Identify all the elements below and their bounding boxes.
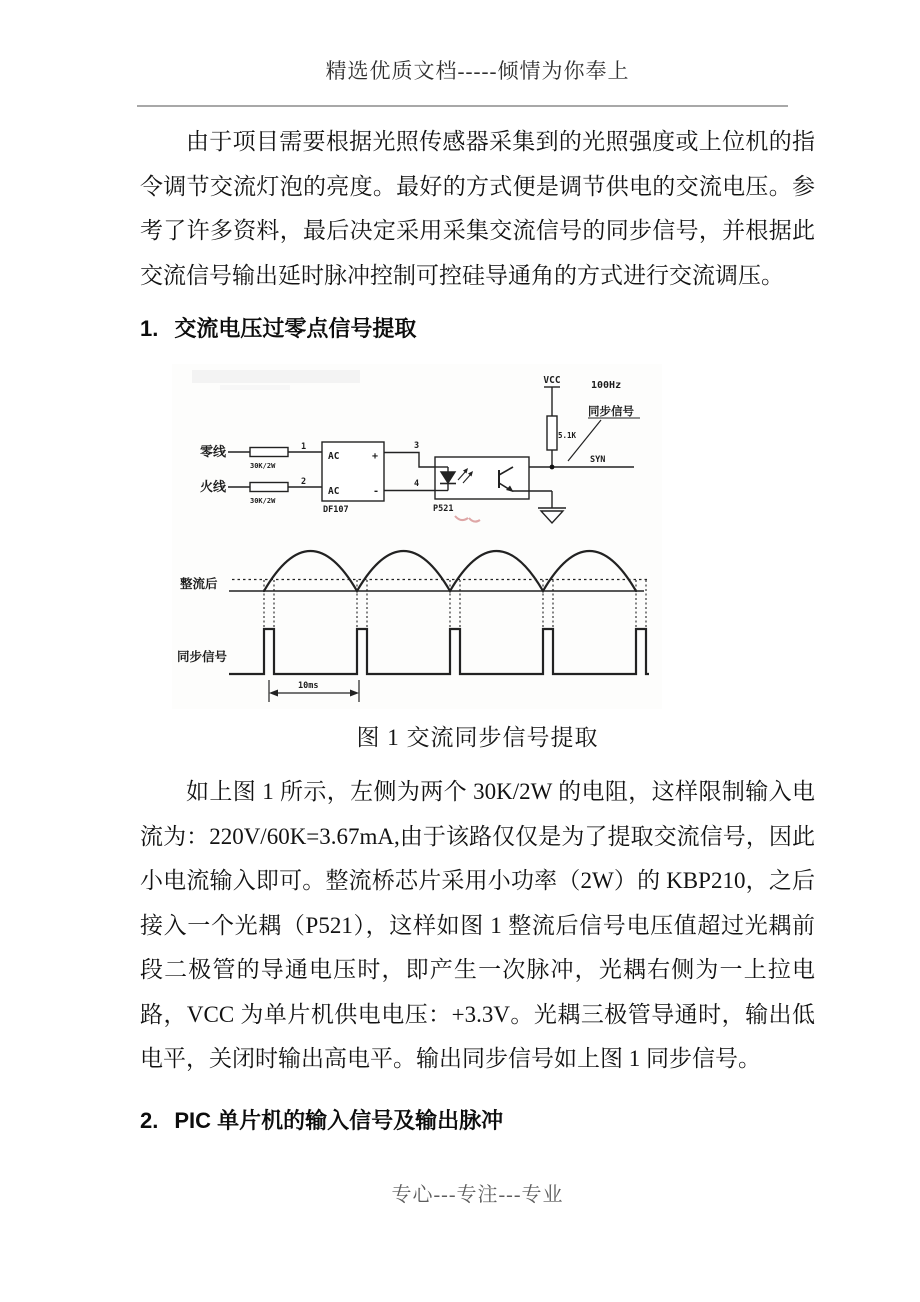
heading-2-number: 2. — [140, 1107, 159, 1133]
heading-1 — [140, 315, 815, 343]
bridge-name-label: DF107 — [323, 505, 349, 515]
neutral-line-label: 零线 — [200, 444, 227, 459]
bridge-plus: + — [372, 451, 379, 462]
sync-pulse-train — [229, 629, 649, 674]
live-line-label: 火线 — [200, 479, 227, 494]
pin1-label: 1 — [301, 442, 307, 452]
scan-red-mark — [455, 516, 480, 522]
scan-watermark — [192, 370, 360, 383]
page-content — [140, 0, 815, 1208]
circuit-and-waveform-diagram — [172, 364, 662, 709]
pin3-label: 3 — [414, 441, 420, 451]
page-header-text: 精选优质文档-----倾情为你奉上 — [325, 59, 630, 83]
heading-1-number: 1. — [140, 316, 159, 341]
bridge-output-wires — [384, 453, 435, 491]
pin2-label: 2 — [301, 477, 307, 487]
heading-2 — [140, 1107, 815, 1135]
freq-label: 100Hz — [591, 380, 622, 391]
scan-watermark-2 — [220, 385, 290, 390]
heading-2-text: PIC 单片机的输入信号及输出脉冲 — [174, 1107, 504, 1133]
zero-crossing-dotted-guides — [264, 580, 646, 630]
opto-name-label: P521 — [433, 504, 454, 514]
page-footer-text: 专心---专注---专业 — [391, 1183, 564, 1206]
vcc-label: VCC — [543, 375, 561, 386]
bridge-minus: - — [373, 486, 380, 497]
pullup-value-label: 5.1K — [558, 431, 577, 440]
heading-1-text: 交流电压过零点信号提取 — [174, 316, 417, 341]
pin4-label: 4 — [414, 479, 420, 489]
bridge-ac-bottom: AC — [328, 486, 340, 497]
paragraph-analysis: 如上图 1 所示，左侧为两个 30K/2W 的电阻，这样限制输入电流为：220V/60K=3.67mA,由于该路仅仅是为了提取交流信号，因此小电流输入即可。整流桥芯片采用小功率（2W）的 KBP210，之后接入一个光耦（P521），这样如图 1 整流后信号电压值超过光耦前段二极管的导通电压时，即产生一次脉冲，光耦右侧为一上拉电路，VCC 为单片机供电电压：+3.3V。光耦三极管导通时，输出低电平，关闭时输出高电平。输出同步信号如上图 1 同步信号。 — [140, 779, 815, 1071]
header-divider — [137, 105, 788, 107]
sync-signal-label: 同步信号 — [177, 650, 228, 664]
bridge-ac-top: AC — [328, 451, 340, 462]
syn-label: SYN — [590, 455, 606, 465]
figure-caption: 图 1 交流同步信号提取 — [356, 725, 599, 750]
circuit-figure — [140, 364, 815, 753]
sync-callout-label: 同步信号 — [588, 406, 634, 418]
resistor-neutral-value: 30K/2W — [250, 462, 276, 470]
period-label: 10ms — [298, 681, 319, 691]
paragraph-intro: 由于项目需要根据光照传感器采集到的光照强度或上位机的指令调节交流灯泡的亮度。最好的方式便是调节供电的交流电压。参考了许多资料，最后决定采用采集交流信号的同步信号，并根据此交流信号输出延时脉冲控制可控硅导通角的方式进行交流调压。 — [140, 129, 815, 288]
syn-junction-dot — [550, 465, 555, 470]
resistor-live-value: 30K/2W — [250, 497, 276, 505]
rectified-label: 整流后 — [180, 577, 218, 591]
